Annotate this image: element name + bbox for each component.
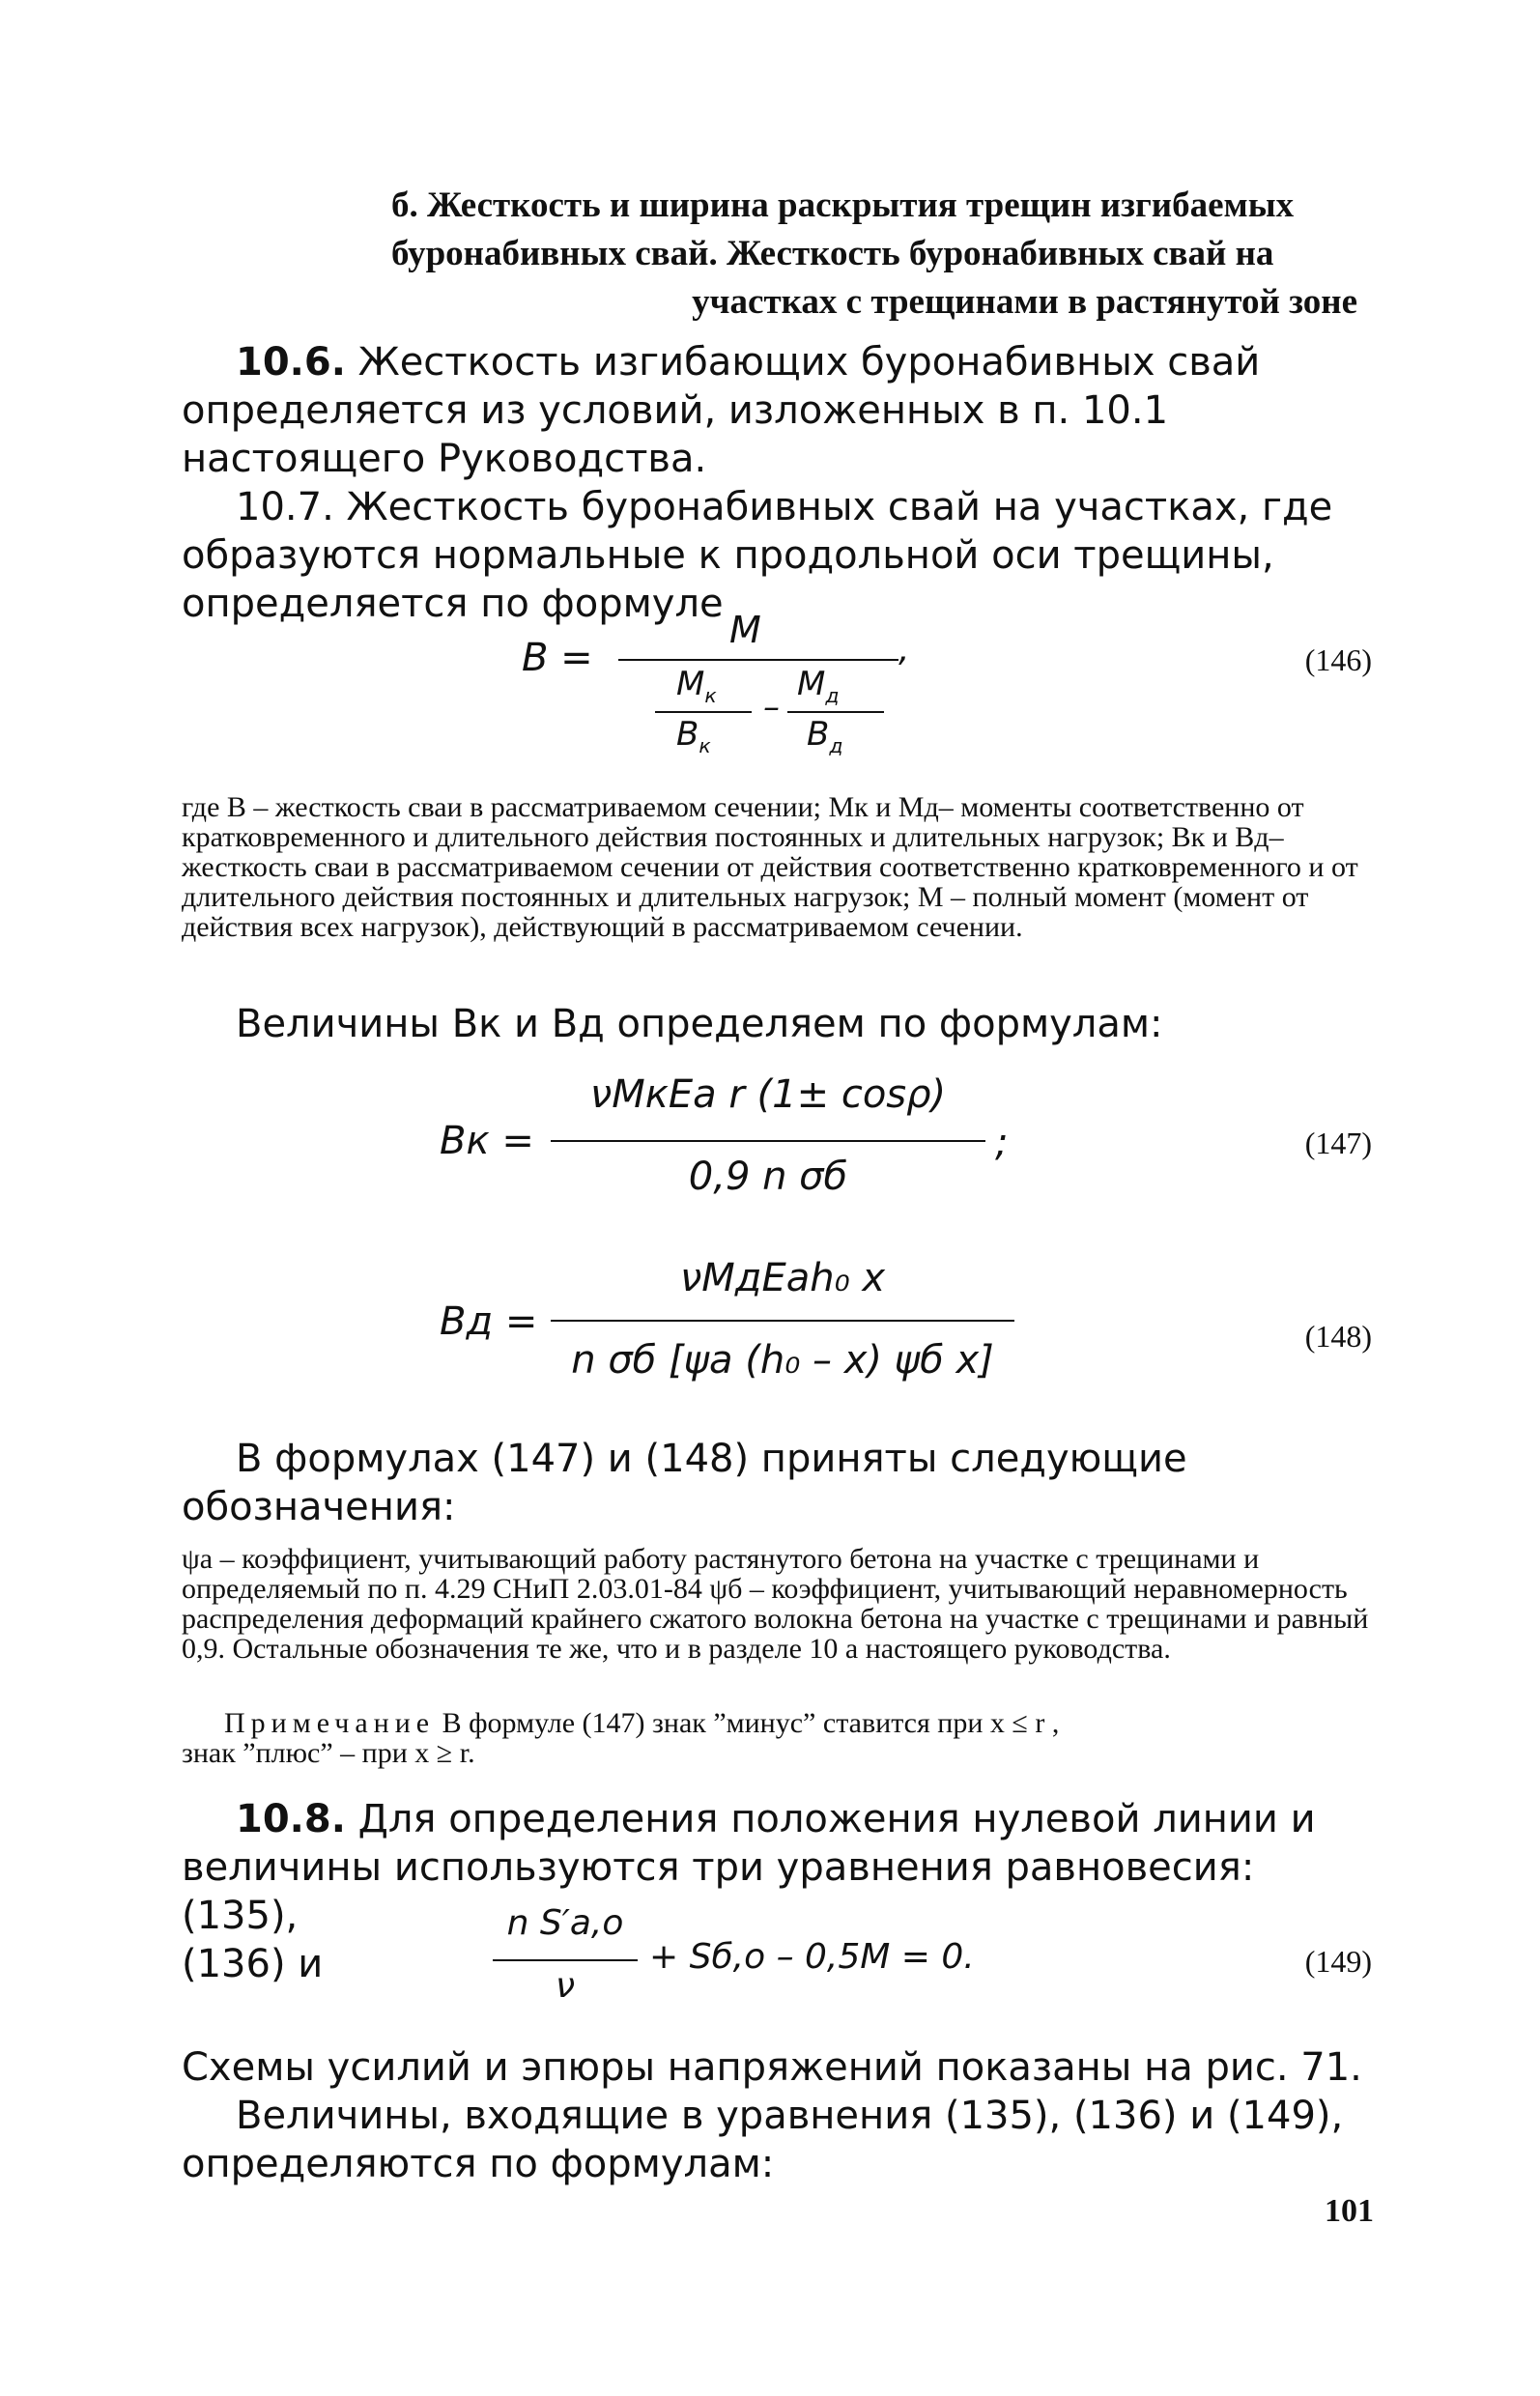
schemes-text: Схемы усилий и эпюры напряжений показаны на рис. 71. <box>182 2045 1362 2090</box>
note-block <box>182 1708 1380 1768</box>
paragraph-10-7 <box>182 483 1380 628</box>
values-intro-text: Величины Bк и Bд определяем по формулам: <box>236 1002 1163 1046</box>
eq148-denominator: n σб [ψа (h₀ – x) ψб x] <box>571 1338 994 1383</box>
eq148-number: (148) <box>1304 1319 1372 1354</box>
paragraph-text-2: (136) и <box>182 1942 324 1986</box>
eq146-lhs: B = <box>522 636 593 680</box>
paragraph-text: Для определения положения нулевой линии и величины используются три уравнения равновесия: (135), <box>182 1797 1316 1938</box>
clause-number: 10.8. <box>236 1797 346 1841</box>
formulas-intro-text: В формулах (147) и (148) приняты следующие обозначения: <box>182 1437 1187 1529</box>
clause-number: 10.7. <box>236 485 334 529</box>
psi-definitions-text: ψа – коэффициент, учитывающий работу растянутого бетона на участке с трещинами и определяемый по п. 4.29 СНиП 2.03.01-84 ψб – коэффициент, учитывающий неравномерность распределения деформаций крайнего сжатого волокна бетона на участке с трещинами и равный 0,9. Остальные обозначения те же, что и в разделе 10 а настоящего руководства. <box>182 1543 1369 1665</box>
page-number: 101 <box>1325 2193 1374 2229</box>
eq147-lhs: Bк = <box>440 1119 534 1163</box>
eq146-number: (146) <box>1304 642 1372 677</box>
eq148-numerator: νMдEаh₀ x <box>679 1256 886 1300</box>
eq146-minus: – <box>763 688 780 727</box>
heading-line-1: б. Жесткость и ширина раскрытия трещин изгибаемых <box>391 185 1295 225</box>
paragraph-text: Жесткость буронабивных свай на участках, где образуются нормальные к продольной оси трещины, определяется по формуле <box>182 485 1333 626</box>
eq147-number: (147) <box>1304 1126 1372 1160</box>
eq149-numerator: n S′а,о <box>506 1903 624 1943</box>
heading-line-3: участках с трещинами в растянутой зоне <box>692 282 1357 322</box>
eq146-main-bar <box>618 659 898 661</box>
eq148-bar <box>551 1320 1014 1322</box>
eq146-d1-bot: $B_к$ <box>676 715 711 757</box>
formulas-intro <box>182 1435 1380 1531</box>
paragraph-text: Жесткость изгибающих буронабивных свай определяется из условий, изложенных в п. 10.1 настоящего Руководства. <box>182 340 1261 481</box>
eq146-d2-top: $M_д$ <box>797 665 840 707</box>
eq149-bar <box>493 1959 638 1961</box>
note-text-2: знак ”плюс” – при x ≥ r. <box>182 1737 475 1769</box>
eq149-number: (149) <box>1304 1944 1372 1979</box>
eq146-numerator: M <box>729 609 761 651</box>
eq147-bar <box>551 1140 985 1142</box>
psi-definitions <box>182 1544 1380 1664</box>
note-label: Примечание <box>224 1707 436 1739</box>
eq147-denominator: 0,9 n σб <box>688 1155 848 1199</box>
note-text: В формуле (147) знак ”минус” ставится при x ≤ r , <box>435 1707 1060 1739</box>
values-equations-text: Величины, входящие в уравнения (135), (136) и (149), определяются по формулам: <box>182 2094 1344 2186</box>
values-equations-paragraph <box>182 2092 1380 2188</box>
eq147-tail: ; <box>995 1121 1009 1165</box>
schemes-paragraph <box>182 2043 1380 2092</box>
eq148-lhs: Bд = <box>440 1299 538 1344</box>
heading-line-2: буронабивных свай. Жесткость буронабивных свай на <box>391 234 1274 273</box>
eq146-d1-top: $M_к$ <box>676 665 717 707</box>
eq146-d1-bar <box>655 711 752 713</box>
eq146-d2-bot: $B_д$ <box>807 715 843 757</box>
paragraph-10-6 <box>182 338 1380 483</box>
eq146-d2-bar <box>787 711 884 713</box>
clause-number: 10.6. <box>236 340 346 385</box>
definitions-block <box>182 792 1380 942</box>
eq147-numerator: νMкEа r (1± cosρ) <box>589 1072 947 1117</box>
eq149-denominator: ν <box>555 1966 576 2006</box>
values-intro <box>182 1000 1380 1048</box>
eq146-tail: , <box>898 630 910 670</box>
section-heading <box>391 182 1357 327</box>
definitions-text: где B – жесткость сваи в рассматриваемом сечении; Mк и Mд– моменты соответственно от кратковременного и длительного действия постоянных и длительных нагрузок; Bк и Bд– жесткость сваи в рассматриваемом сечении от действия соответственно кратковременного и от длительного действия постоянных и длительных нагрузок; M – полный момент (момент от действия всех нагрузок), действующий в рассматриваемом сечении. <box>182 791 1358 943</box>
eq149-rest: + Sб,о – 0,5M = 0. <box>649 1937 975 1977</box>
